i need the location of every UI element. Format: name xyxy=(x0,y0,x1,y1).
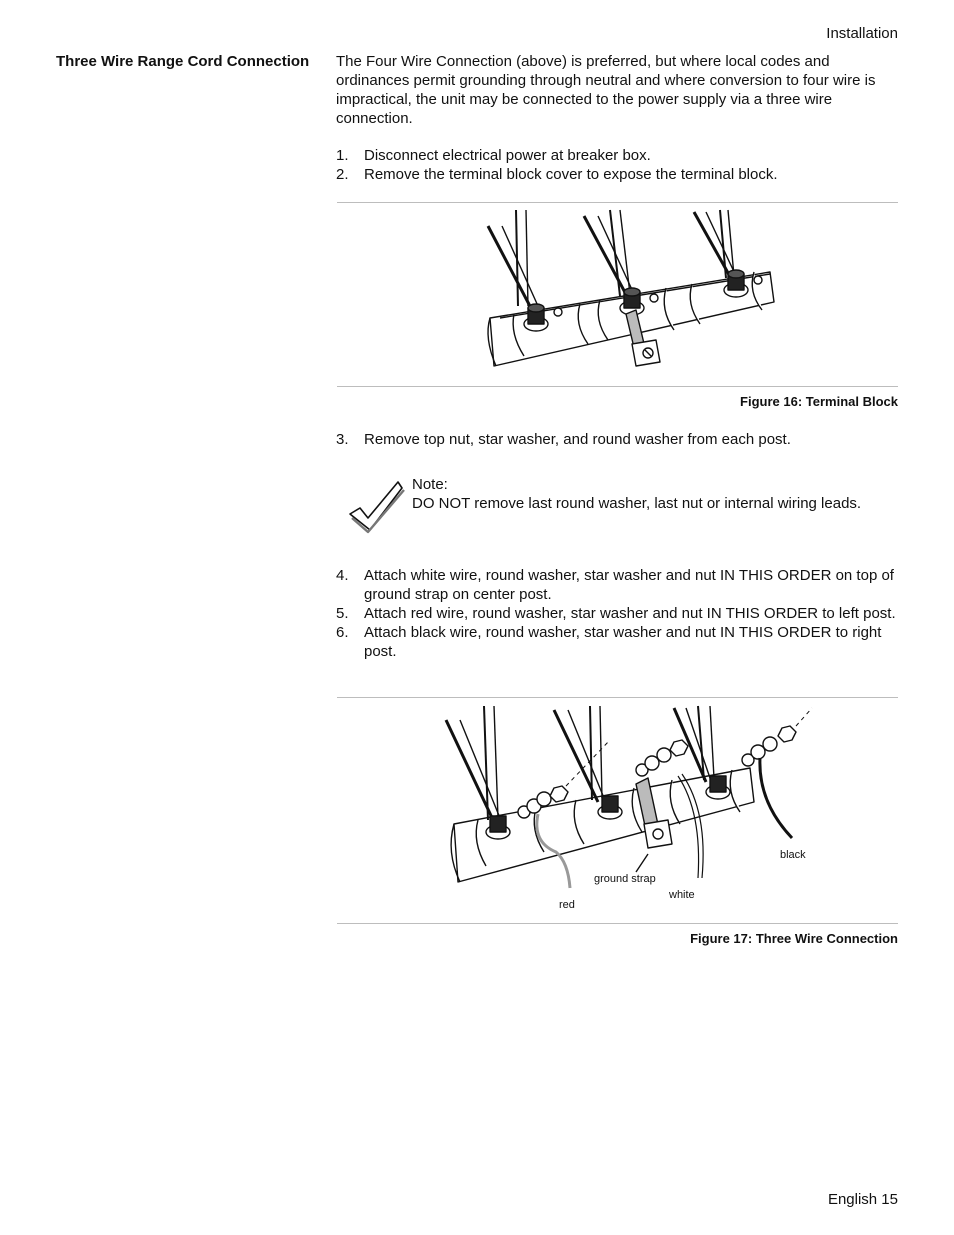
step-text: Attach white wire, round washer, star washer and nut IN THIS ORDER on top of ground strap on center post. xyxy=(364,567,894,603)
steps-list-2 xyxy=(336,430,901,449)
list-item xyxy=(336,430,901,449)
step-number: 4. xyxy=(336,567,349,584)
step-text: Remove top nut, star washer, and round washer from each post. xyxy=(364,431,791,448)
step-number: 1. xyxy=(336,147,349,164)
step-text: Disconnect electrical power at breaker box. xyxy=(364,147,651,164)
step-number: 2. xyxy=(336,166,349,183)
note-text: DO NOT remove last round washer, last nut or internal wiring leads. xyxy=(412,495,862,512)
label-ground-strap: ground strap xyxy=(594,873,656,885)
step-text: Remove the terminal block cover to expose the terminal block. xyxy=(364,166,778,183)
figure17-caption: Figure 17: Three Wire Connection xyxy=(690,931,898,946)
step-number: 5. xyxy=(336,605,349,622)
step-number: 3. xyxy=(336,431,349,448)
list-item xyxy=(336,165,901,184)
running-header: Installation xyxy=(826,25,898,42)
list-item xyxy=(336,623,901,661)
steps-list-3 xyxy=(336,566,901,661)
step-number: 6. xyxy=(336,624,349,641)
section-heading: Three Wire Range Cord Connection xyxy=(56,53,310,70)
step-text: Attach black wire, round washer, star washer and nut IN THIS ORDER to right post. xyxy=(364,624,882,660)
terminal-block-illustration xyxy=(470,206,790,374)
list-item xyxy=(336,146,901,165)
label-black: black xyxy=(780,849,806,861)
figure17-top-rule xyxy=(337,697,898,698)
list-item xyxy=(336,604,901,623)
intro-paragraph: The Four Wire Connection (above) is preferred, but where local codes and ordinances permit grounding through neutral and where conversion to four wire is impractical, the unit may be connected to the power supply via a three wire connection. xyxy=(336,53,876,127)
figure16-bottom-rule xyxy=(337,386,898,387)
note-label: Note: xyxy=(412,476,448,493)
figure16-top-rule xyxy=(337,202,898,203)
step-text: Attach red wire, round washer, star washer and nut IN THIS ORDER to left post. xyxy=(364,605,896,622)
checkmark-icon xyxy=(346,478,406,534)
figure16-caption: Figure 16: Terminal Block xyxy=(740,394,898,409)
list-item xyxy=(336,566,901,604)
figure17-bottom-rule xyxy=(337,923,898,924)
label-white: white xyxy=(669,889,695,901)
note-block xyxy=(412,475,902,513)
steps-list-1 xyxy=(336,146,901,184)
label-red: red xyxy=(559,899,575,911)
page-footer: English 15 xyxy=(827,1191,898,1208)
